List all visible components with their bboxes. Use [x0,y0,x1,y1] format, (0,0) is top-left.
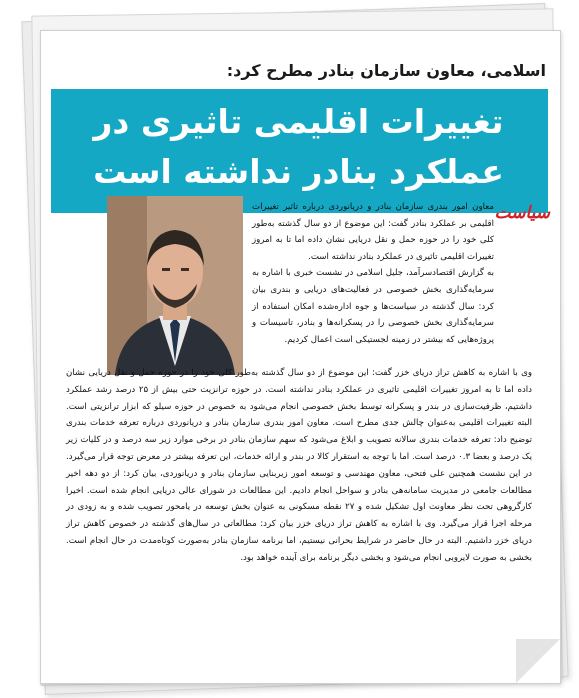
article-body-lower [66,365,532,567]
headline-banner [51,89,548,213]
article-paragraph: وی با اشاره به کاهش تراز دریای خزر گفت: این موضوع از دو سال گذشته به‌طور کلی خود را در حوزه حمل و نقل دریایی نشان داده اما تا به امروز تغییرات اقلیمی تاثیری در عملکرد بنادر نداشته است. در حوزه ترانزیت حتی بیش از ۲۵ درصد رشد عملکرد داشتیم، ظرفیت‌سازی در بندر و پسکرانه توسط بخش خصوصی انجام می‌شود به خصوص در حوزه سیلو که ابزار ترانزیتی است. البته تغییرات اقلیمی به‌عنوان چالش جدی مطرح است. معاون امور بندری سازمان بنادر و دریانوردی درباره تعرفه خدمات بندری توضیح داد: تعرفه خدمات بندری سالانه تصویب و ابلاغ می‌شود که سهم سازمان بنادر در برخی موارد زیر سه درصد و در کلیات زیر یک درصد و بعضا ۰.۳ درصد است. اما با توجه به استقرار کالا در بندر و ارائه خدمات، این تعرفه بیشتر در معرض توجه قرار می‌گیرد. در این نشست همچنین علی فتحی، معاون مهندسی و توسعه امور زیربنایی سازمان بنادر و دریانوردی، بیان کرد: از دو دهه اخیر مطالعات جامعی در مدیریت سامانه‌هی بنادر و سواحل انجام دادیم. این مطالعات در شورای عالی دریایی انجام شده است. اخیرا کارگروهی تحت نظر معاونت اول تشکیل شده و ۲۷ نقطه مسکونی به عنوان بخش توسعه در یامحور تصویب شده و به زودی در مرحله اجرا قرار می‌گیرد. وی با اشاره به کاهش تراز دریای خزر بیان کرد: مطالعاتی در سال‌های گذشته در خصوص کاهش تراز دریای خزر داشتیم. البته در حال حاضر در شرایط بحرانی نیستیم، اما برنامه سازمان بنادر به‌صورت کوتاه‌مدت در حال انجام است. بخشی به صورت لایروبی انجام می‌شود و بخشی دیگر برنامه برای آینده خواهد بود. [66,368,532,563]
article-supertitle: اسلامی، معاون سازمان بنادر مطرح کرد: [226,61,546,80]
publication-logo: سیاست [494,203,550,223]
portrait-illustration [107,196,243,375]
article-body-upper [252,199,494,348]
article-paragraph: به گزارش اقتصادسرآمد، جلیل اسلامی در نشست خبری با اشاره به سرمایه‌گذاری بخش خصوصی در فعالیت‌های دریایی و بندری بیان کرد: سال گذشته در سیاست‌ها و جوه اداره‌شده امکان استفاده از سرمایه‌گذاری بخش خصوصی را در پسکرانه‌ها و بنادر، تاسیسات و پروژه‌هایی که بیشتر در زمینه لجستیکی است اعمال کردیم. [252,268,494,345]
official-portrait-photo [107,196,243,375]
news-clipping [40,30,561,684]
article-headline: تغییرات اقلیمی تاثیری در عملکرد بنادر نداشته است [93,102,504,191]
article-paragraph: معاون امور بندری سازمان بنادر و دریانوردی درباره تاثیر تغییرات اقلیمی بر عملکرد بنادر گفت: این موضوع از دو سال گذشته به‌طور کلی خود را در حوزه حمل و نقل دریایی نشان داده اما تا به امروز تغییرات اقلیمی تاثیری در عملکرد بنادر نداشته است. [252,202,494,262]
